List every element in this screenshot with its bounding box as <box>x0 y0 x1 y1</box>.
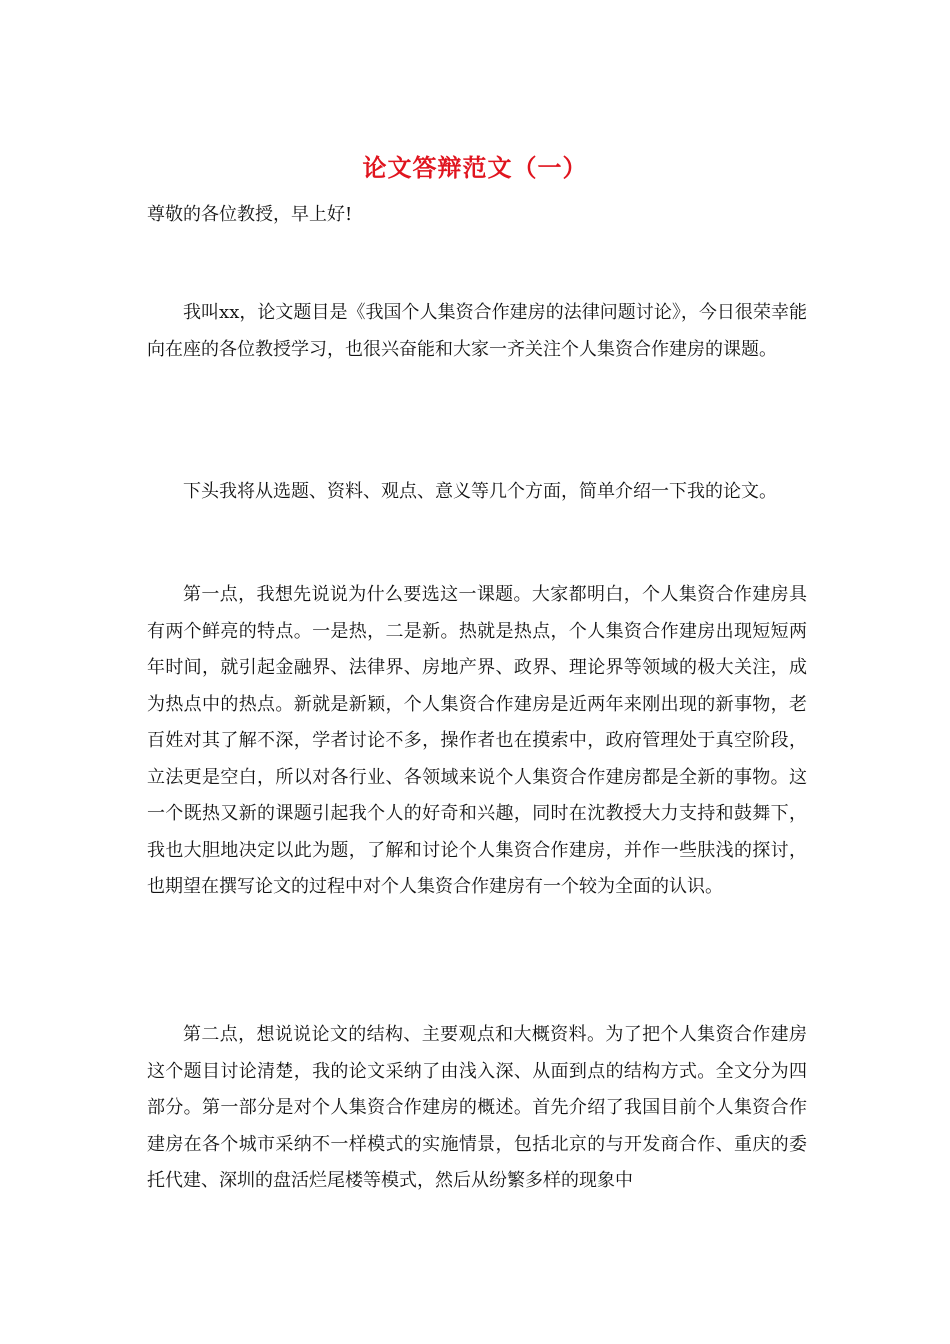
paragraph-introduction: 我叫xx，论文题目是《我国个人集资合作建房的法律问题讨论》，今日很荣幸能向在座的各位教授学习，也很兴奋能和大家一齐关注个人集资合作建房的课题。 <box>147 302 807 360</box>
document-title: 论文答辩范文（一） <box>362 153 588 182</box>
paragraph-point-one: 第一点，我想先说说为什么要选这一课题。大家都明白，个人集资合作建房具有两个鲜亮的特点。一是热，二是新。热就是热点，个人集资合作建房出现短短两年时间，就引起金融界、法律界、房地产界、政界、理论界等领域的极大关注，成为热点中的热点。新就是新颖，个人集资合作建房是近两年来刚出现的新事物，老百姓对其了解不深，学者讨论不多，操作者也在摸索中，政府管理处于真空阶段，立法更是空白，所以对各行业、各领域来说个人集资合作建房都是全新的事物。这一个既热又新的课题引起我个人的好奇和兴趣，同时在沈教授大力支持和鼓舞下，我也大胆地决定以此为题，了解和讨论个人集资合作建房，并作一些肤浅的探讨，也期望在撰写论文的过程中对个人集资合作建房有一个较为全面的认识。 <box>147 584 807 897</box>
paragraph-outline: 下头我将从选题、资料、观点、意义等几个方面，简单介绍一下我的论文。 <box>183 481 777 502</box>
paragraph-point-two: 第二点，想说说论文的结构、主要观点和大概资料。为了把个人集资合作建房这个题目讨论清楚，我的论文采纳了由浅入深、从面到点的结构方式。全文分为四部分。第一部分是对个人集资合作建房的概述。首先介绍了我国目前个人集资合作建房在各个城市采纳不一样模式的实施情景，包括北京的与开发商合作、重庆的委托代建、深圳的盘活烂尾楼等模式，然后从纷繁多样的现象中 <box>147 1024 807 1191</box>
greeting-line: 尊敬的各位教授，早上好! <box>147 204 353 225</box>
